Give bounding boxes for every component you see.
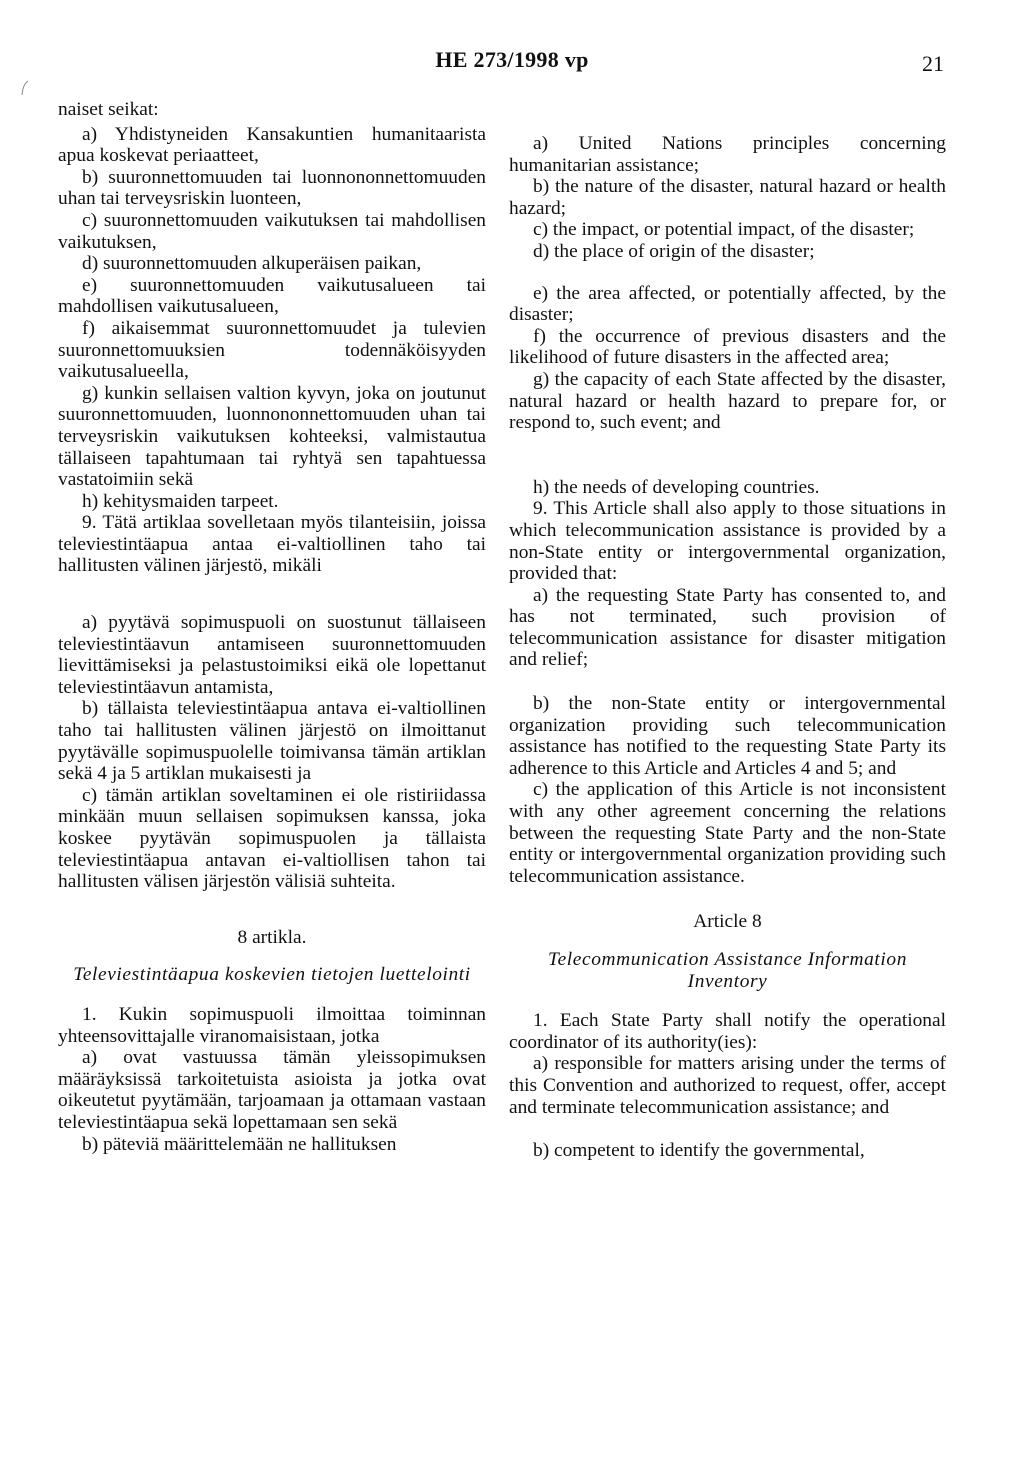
en-item-h: h) the needs of developing countries. bbox=[533, 476, 820, 498]
fi-item-a: a) Yhdistyneiden Kansakuntien humanitaarista apua koskevat periaatteet, bbox=[58, 123, 486, 167]
fi-item-c: c) suuronnettomuuden vaikutuksen tai mahdollisen vaikutuksen, bbox=[58, 209, 486, 253]
fi-auth-a: a) ovat vastuussa tämän yleissopimuksen määräyksissä tarkoitetuista asioista ja jotka ovat oikeutetut pyytämään, tarjoamaan ja ottamaan vastaan televiestintäapua sekä lopettamaan sen sekä bbox=[58, 1047, 486, 1133]
fi-paragraph-9: 9. Tätä artiklaa sovelletaan myös tilanteisiin, joissa televiestintäapua antaa ei-valtiollinen taho tai hallitusten välinen järjestö, mikäli bbox=[58, 512, 486, 577]
fi-cond-a: a) pyytävä sopimuspuoli on suostunut tällaiseen televiestintäavun antamiseen suuronnettomuuden lievittämiseksi ja pelastustoimiksi eikä ole lopettanut televiestintäavun antamista, bbox=[58, 612, 486, 698]
fi-article-subtitle: Televiestintäapua koskevien tietojen luettelointi bbox=[73, 964, 471, 986]
en-item-f: f) the occurrence of previous disasters and the likelihood of future disasters in the affected area; bbox=[509, 325, 946, 369]
fi-item-g: g) kunkin sellaisen valtion kyvyn, joka on joutunut suuronnettomuuden, luonnononnettomuuden uhan tai terveysriskin vaikutuksen kohteeksi, valmistautua tällaiseen tapahtumaan tai ryhtyä sen tapahtuessa vastatoimiin sekä bbox=[58, 382, 486, 491]
en-auth-b: b) competent to identify the governmental, bbox=[533, 1140, 865, 1162]
fi-item-h: h) kehitysmaiden tarpeet. bbox=[82, 490, 279, 512]
en-auth-a: a) responsible for matters arising under the terms of this Convention and authorized to request, offer, accept and terminate telecommunication assistance; and bbox=[509, 1053, 946, 1118]
finnish-column bbox=[58, 99, 486, 1155]
en-item-b: b) the nature of the disaster, natural hazard or health hazard; bbox=[509, 176, 946, 219]
fi-item-f: f) aikaisemmat suuronnettomuudet ja tulevien suuronnettomuuksien todennäköisyyden vaikutusalueella, bbox=[58, 317, 486, 383]
english-column bbox=[509, 133, 946, 1162]
fi-cond-b: b) tällaista televiestintäapua antava ei-valtiollinen taho tai hallitusten välinen järjestö on ilmoittanut pyytävälle sopimuspuolelle toimivansa tämän artiklan sekä 4 ja 5 artiklan mukaisesti ja bbox=[58, 698, 486, 785]
fi-item-b: b) suuronnettomuuden tai luonnononnettomuuden uhan tai terveysriskin luonteen, bbox=[58, 166, 486, 210]
en-paragraph-1: 1. Each State Party shall notify the operational coordinator of its authority(ies): bbox=[509, 1010, 946, 1053]
en-cond-b: b) the non-State entity or intergovernmental organization providing such telecommunication assistance has notified to the requesting State Party its adherence to this Article and Articles 4 and 5; and bbox=[509, 693, 946, 779]
en-item-d: d) the place of origin of the disaster; bbox=[533, 240, 815, 262]
en-item-a: a) United Nations principles concerning humanitarian assistance; bbox=[509, 133, 946, 176]
en-paragraph-9: 9. This Article shall also apply to those situations in which telecommunication assistance is provided by a non-State entity or intergovernmental organization, provided that: bbox=[509, 498, 946, 585]
page-number: 21 bbox=[922, 51, 944, 76]
en-item-c: c) the impact, or potential impact, of the disaster; bbox=[533, 219, 915, 241]
fi-item-e: e) suuronnettomuuden vaikutusalueen tai mahdollisen vaikutusalueen, bbox=[58, 274, 486, 318]
en-item-g: g) the capacity of each State affected by the disaster, natural hazard or health hazard to prepare for, or respond to, such event; and bbox=[509, 368, 946, 434]
fi-cond-c: c) tämän artiklan soveltaminen ei ole ristiriidassa minkään muun sellaisen sopimuksen kanssa, joka koskee pyytävän sopimuspuolen ja tällaista televiestintäapua antavan ei-valtiollisen tahon tai hallitusten välisen järjestön välisiä suhteita. bbox=[58, 784, 486, 893]
fi-intro: naiset seikat: bbox=[58, 99, 159, 120]
page-header bbox=[0, 47, 1024, 77]
fi-item-d: d) suuronnettomuuden alkuperäisen paikan, bbox=[82, 253, 422, 275]
fi-article-heading: 8 artikla. bbox=[237, 926, 307, 948]
fi-paragraph-1: 1. Kukin sopimuspuoli ilmoittaa toiminnan yhteensovittajalle viranomaisistaan, jotka bbox=[58, 1003, 486, 1047]
en-article-heading: Article 8 bbox=[693, 911, 762, 933]
en-item-e: e) the area affected, or potentially affected, by the disaster; bbox=[509, 282, 946, 326]
en-cond-c: c) the application of this Article is not inconsistent with any other agreement concerning the relations between the requesting State Party and the non-State entity or intergovernmental organization providing such telecommunication assistance. bbox=[509, 779, 946, 887]
scan-mark bbox=[20, 80, 30, 96]
en-article-subtitle: Telecommunication Assistance Information Inventory bbox=[547, 949, 907, 992]
document-title: HE 273/1998 vp bbox=[435, 47, 589, 72]
fi-auth-b: b) päteviä määrittelemään ne hallituksen bbox=[82, 1133, 397, 1155]
en-cond-a: a) the requesting State Party has consented to, and has not terminated, such provision of telecommunication assistance for disaster mitigation and relief; bbox=[509, 584, 946, 671]
